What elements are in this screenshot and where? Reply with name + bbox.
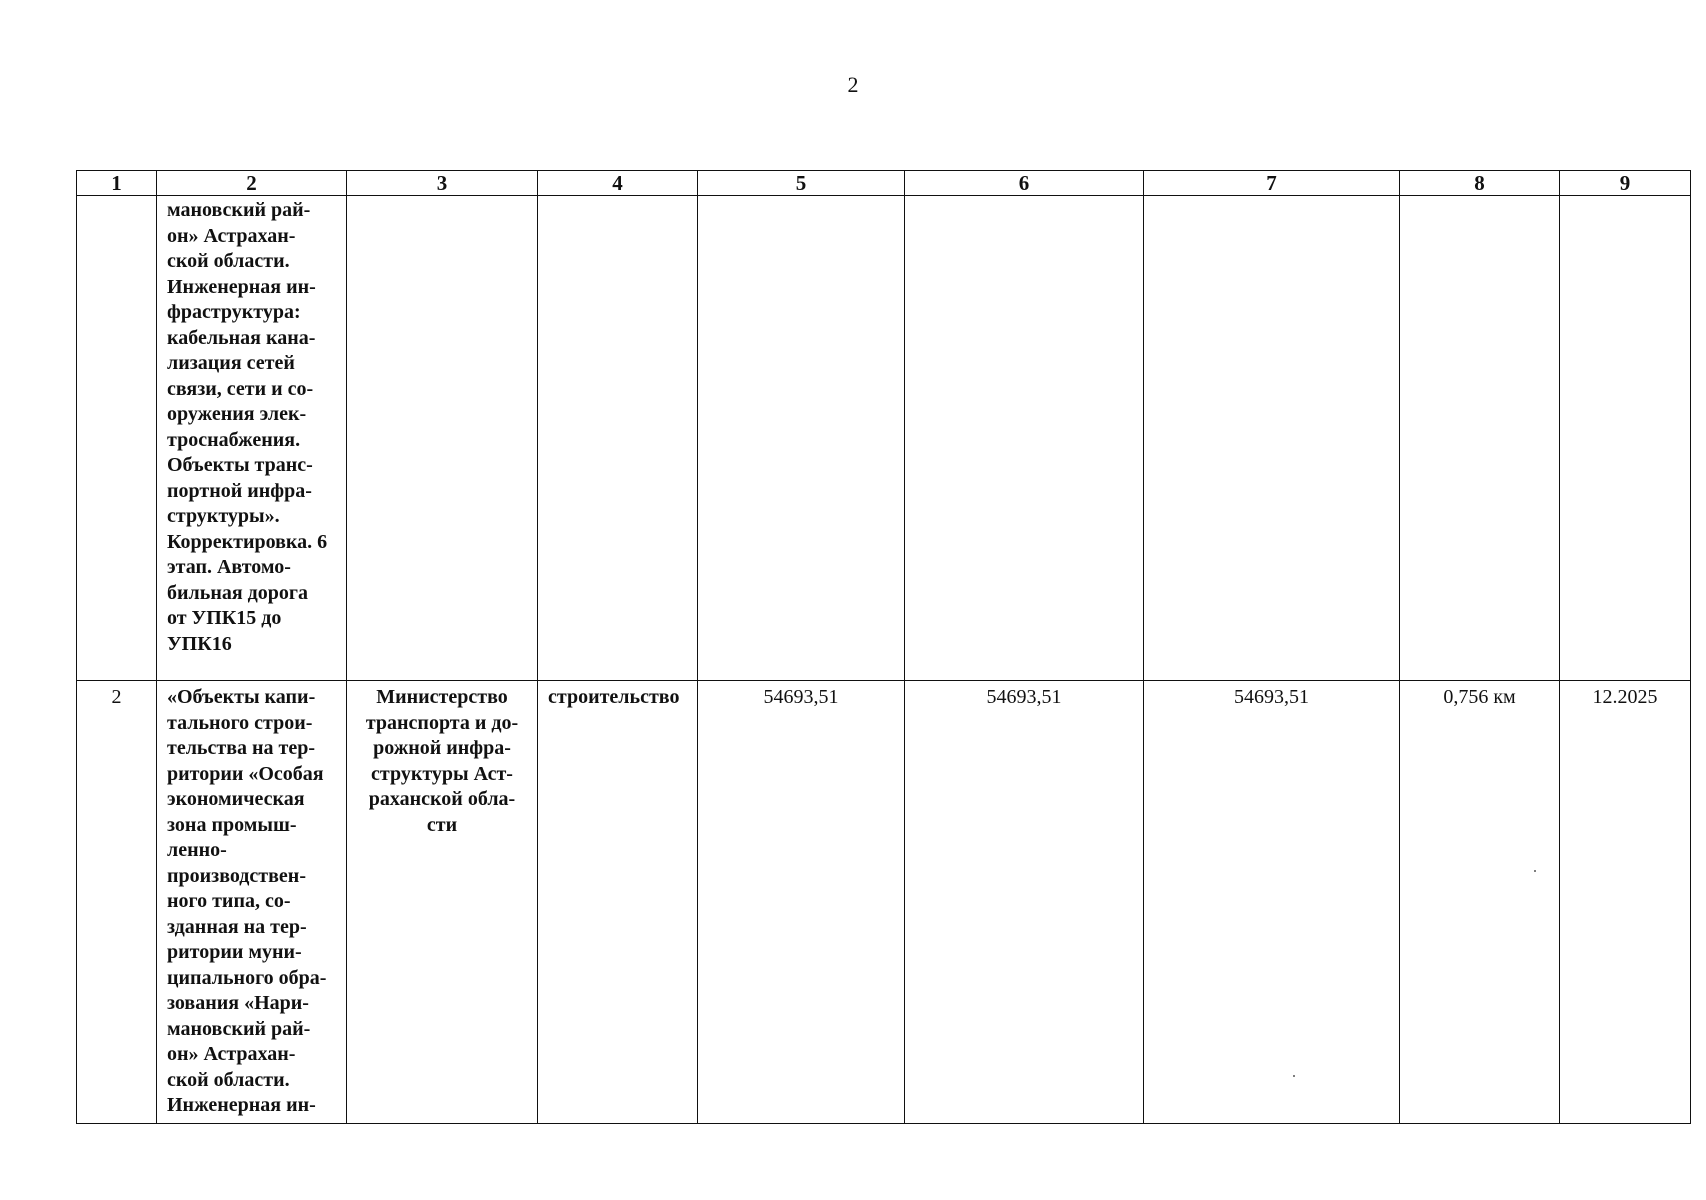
description-line: мановский рай- — [167, 1017, 311, 1040]
description-line: производствен- — [167, 864, 306, 887]
description-line: Объекты транс- — [167, 454, 313, 476]
description-line: лизация сетей — [167, 352, 295, 374]
organization-line: раханской обла- — [368, 788, 516, 810]
page-number: 2 — [847, 72, 859, 97]
description-line: ного типа, со- — [167, 890, 291, 912]
scan-speck — [1293, 1075, 1295, 1077]
description-line: структуры». — [167, 505, 280, 527]
description-line: бильная дорога — [167, 581, 308, 604]
empty-cell — [538, 196, 698, 681]
description-line: тального строи- — [167, 711, 313, 734]
object-description-cell — [157, 681, 347, 1124]
organization-line: Министерство — [376, 686, 508, 708]
header-cell: 5 — [698, 171, 905, 196]
description-line: портной инфра- — [167, 479, 312, 502]
description-line: ритории муни- — [167, 941, 302, 963]
description-line: Инженерная ин- — [167, 275, 316, 298]
header-cell: 2 — [157, 171, 347, 196]
deadline-cell: 12.2025 — [1560, 681, 1691, 1124]
description-line: экономическая — [167, 788, 305, 810]
description-line: зданная на тер- — [167, 915, 307, 938]
object-description-cell — [157, 196, 347, 681]
description-line: от УПК15 до — [167, 607, 282, 629]
description-line: ципального обра- — [167, 966, 327, 989]
description-line: УПК16 — [167, 632, 232, 655]
description-line: Корректировка. 6 — [167, 530, 328, 553]
table-row — [77, 681, 1691, 1124]
organization-line: транспорта и до- — [365, 711, 519, 734]
description-line: оружения элек- — [167, 403, 307, 425]
table-row-continued — [77, 196, 1691, 681]
description-line: связи, сети и со- — [167, 377, 314, 400]
header-cell: 6 — [905, 171, 1144, 196]
empty-cell — [347, 196, 538, 681]
description-line: зования «Нари- — [167, 992, 309, 1014]
value-cell-6: 54693,51 — [905, 681, 1144, 1124]
header-cell: 3 — [347, 171, 538, 196]
empty-cell — [698, 196, 905, 681]
description-line: зона промыш- — [167, 813, 297, 836]
row-number-cell: 2 — [77, 681, 157, 1124]
description-line: «Объекты капи- — [167, 686, 316, 708]
description-line: этап. Автомо- — [167, 556, 291, 578]
description-line: тельства на тер- — [167, 737, 316, 759]
capacity-cell: 0,756 км — [1400, 681, 1560, 1124]
description-line: кабельная кана- — [167, 326, 316, 349]
description-line: он» Астрахан- — [167, 1043, 296, 1065]
description-line: ской области. — [167, 1068, 290, 1091]
header-cell: 1 — [77, 171, 157, 196]
value-cell-5: 54693,51 — [698, 681, 905, 1124]
work-type-cell: строительство — [538, 681, 698, 1124]
description-line: мановский рай- — [167, 199, 311, 221]
header-cell: 4 — [538, 171, 698, 196]
organization-cell — [347, 681, 538, 1124]
value-cell-7: 54693,51 — [1144, 681, 1400, 1124]
scan-speck — [1534, 870, 1536, 872]
empty-cell — [905, 196, 1144, 681]
empty-cell — [1400, 196, 1560, 681]
header-cell: 8 — [1400, 171, 1560, 196]
header-cell: 7 — [1144, 171, 1400, 196]
empty-cell — [1144, 196, 1400, 681]
empty-cell — [1560, 196, 1691, 681]
row-number-cell — [77, 196, 157, 681]
description-line: ленно- — [167, 839, 227, 861]
description-line: ритории «Особая — [167, 762, 324, 785]
header-cell: 9 — [1560, 171, 1691, 196]
data-table — [76, 170, 1691, 1124]
organization-line: рожной инфра- — [373, 737, 511, 759]
description-line: фраструктура: — [167, 301, 301, 323]
description-line: Инженерная ин- — [167, 1094, 316, 1116]
organization-line: структуры Аст- — [371, 762, 513, 785]
header-row — [77, 171, 1691, 196]
description-line: он» Астрахан- — [167, 224, 296, 247]
description-line: троснабжения. — [167, 428, 301, 451]
organization-line: сти — [426, 813, 458, 836]
description-line: ской области. — [167, 250, 290, 272]
